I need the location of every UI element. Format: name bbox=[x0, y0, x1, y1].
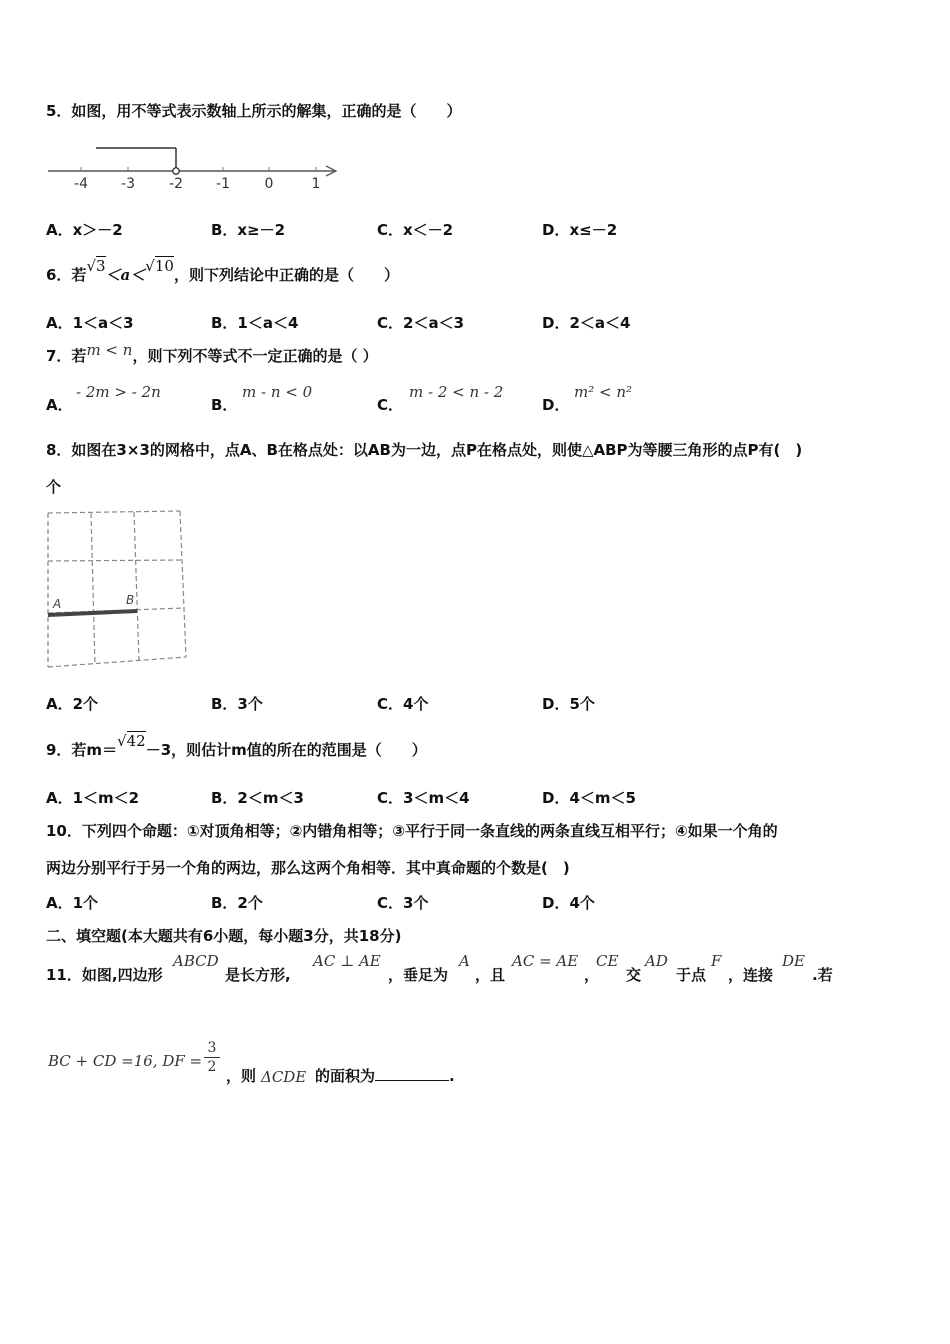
q11-math-de: DE bbox=[782, 952, 805, 970]
q8-stem-line2: 个 bbox=[46, 478, 62, 496]
q10-option-c[interactable]: C．3个 bbox=[377, 894, 429, 912]
q6-sqrt-10: √10 bbox=[145, 257, 174, 275]
q9-post: －3，则估计m值的所在的范围是（ ） bbox=[145, 741, 427, 759]
q5-option-b[interactable]: B．x≥－2 bbox=[211, 221, 286, 239]
q11-fraction bbox=[204, 1040, 220, 1077]
q11-text-9: .若 bbox=[812, 966, 833, 984]
axis-label: -4 bbox=[74, 176, 88, 192]
q6-mid: ＜a＜ bbox=[105, 266, 146, 284]
axis-label: 1 bbox=[311, 176, 321, 192]
q11-text-6: 交 bbox=[626, 966, 642, 984]
q11-text-5: ， bbox=[584, 966, 600, 984]
q7-option-d-letter[interactable]: D． bbox=[542, 396, 570, 414]
q5-number-line bbox=[44, 140, 344, 195]
q11-math-ac-ae: AC = AE bbox=[512, 952, 579, 970]
q6-post: ，则下列结论中正确的是（ ） bbox=[173, 266, 399, 284]
q6-pre: 6．若 bbox=[46, 266, 87, 284]
q11-fraction-numerator: 3 bbox=[204, 1040, 220, 1058]
q10-stem-line1: 10．下列四个命题：①对顶角相等；②内错角相等；③平行于同一条直线的两条直线互相平行；④如果一个角的 bbox=[46, 822, 778, 840]
q10-option-d[interactable]: D．4个 bbox=[542, 894, 595, 912]
q6-option-a[interactable]: A．1＜a＜3 bbox=[46, 314, 134, 332]
q11-fraction-denominator: 2 bbox=[207, 1059, 217, 1075]
q7-option-a-letter[interactable]: A． bbox=[46, 396, 73, 414]
q6-sqrt-3: √3 bbox=[86, 257, 106, 275]
q11-equation: BC + CD =16, DF = bbox=[48, 1052, 203, 1070]
q9-stem bbox=[46, 732, 427, 760]
q9-sqrt-42: √42 bbox=[117, 732, 146, 750]
q11-math-abcd: ABCD bbox=[173, 952, 219, 970]
q7-option-c-expr: m - 2 < n - 2 bbox=[409, 383, 504, 401]
q11-math-ce: CE bbox=[596, 952, 619, 970]
q8-option-d[interactable]: D．5个 bbox=[542, 695, 595, 713]
q11-text-4: ，且 bbox=[475, 966, 506, 984]
q10-option-a[interactable]: A．1个 bbox=[46, 894, 99, 912]
q7-pre: 7．若 bbox=[46, 347, 87, 365]
q5-stem: 5．如图，用不等式表示数轴上所示的解集，正确的是（ ） bbox=[46, 102, 462, 120]
q10-stem-line2: 两边分别平行于另一个角的两边，那么这两个角相等．其中真命题的个数是( ) bbox=[46, 859, 570, 877]
q7-post: ，则下列不等式不一定正确的是（ ） bbox=[132, 347, 378, 365]
q11-text-10: ，则 bbox=[226, 1067, 257, 1085]
axis-label: 0 bbox=[264, 176, 274, 192]
q7-option-d-expr: m² < n² bbox=[574, 383, 633, 401]
q9-pre: 9．若m＝ bbox=[46, 741, 118, 759]
q8-option-c[interactable]: C．4个 bbox=[377, 695, 429, 713]
q5-option-d[interactable]: D．x≤－2 bbox=[542, 221, 618, 239]
q11-text-8: ，连接 bbox=[728, 966, 774, 984]
q5-option-c[interactable]: C．x＜－2 bbox=[377, 221, 454, 239]
q8-stem-line1: 8．如图在3×3的网格中，点A、B在格点处：以AB为一边，点P在格点处，则使△ABP为等腰三角形的点P有( ) bbox=[46, 441, 803, 459]
q11-text-7: 于点 bbox=[676, 966, 707, 984]
section-heading: 二、填空题(本大题共有6小题，每小题3分，共18分) bbox=[46, 927, 402, 945]
q11-math-perp: AC ⊥ AE bbox=[313, 952, 381, 970]
q6-option-c[interactable]: C．2＜a＜3 bbox=[377, 314, 465, 332]
q7-stem bbox=[46, 341, 378, 366]
q11-text-3: ，垂足为 bbox=[388, 966, 449, 984]
q6-option-d[interactable]: D．2＜a＜4 bbox=[542, 314, 631, 332]
q9-option-b[interactable]: B．2＜m＜3 bbox=[211, 789, 304, 807]
q8-option-b[interactable]: B．3个 bbox=[211, 695, 263, 713]
q11-math-a: A bbox=[459, 952, 470, 970]
q11-math-triangle: ΔCDE bbox=[261, 1068, 307, 1086]
q7-option-a-expr: - 2m > - 2n bbox=[76, 383, 161, 401]
q7-option-b-expr: m - n < 0 bbox=[242, 383, 313, 401]
axis-label: -1 bbox=[216, 176, 230, 192]
q8-grid-figure bbox=[40, 505, 195, 675]
answer-blank[interactable] bbox=[375, 1066, 449, 1081]
q9-option-a[interactable]: A．1＜m＜2 bbox=[46, 789, 140, 807]
point-label-b: B bbox=[126, 593, 135, 607]
q11-math-ad: AD bbox=[645, 952, 668, 970]
axis-label: -3 bbox=[121, 176, 135, 192]
q7-option-b-letter[interactable]: B． bbox=[211, 396, 238, 414]
q8-option-a[interactable]: A．2个 bbox=[46, 695, 99, 713]
q11-math-f: F bbox=[711, 952, 722, 970]
q11-text-1: 11．如图,四边形 bbox=[46, 966, 163, 984]
axis-label: -2 bbox=[169, 176, 183, 192]
q7-option-c-letter[interactable]: C． bbox=[377, 396, 404, 414]
q11-text-2: 是长方形, bbox=[225, 966, 291, 984]
q10-option-b[interactable]: B．2个 bbox=[211, 894, 263, 912]
q9-option-c[interactable]: C．3＜m＜4 bbox=[377, 789, 470, 807]
q9-option-d[interactable]: D．4＜m＜5 bbox=[542, 789, 636, 807]
q5-option-a[interactable]: A．x＞－2 bbox=[46, 221, 123, 239]
q7-condition: m < n bbox=[86, 341, 133, 359]
q11-period: . bbox=[449, 1067, 455, 1085]
point-label-a: A bbox=[53, 597, 62, 611]
q6-stem bbox=[46, 257, 399, 285]
q11-text-11 bbox=[315, 1066, 455, 1086]
q6-option-b[interactable]: B．1＜a＜4 bbox=[211, 314, 299, 332]
q11-area-label: 的面积为 bbox=[315, 1067, 376, 1085]
